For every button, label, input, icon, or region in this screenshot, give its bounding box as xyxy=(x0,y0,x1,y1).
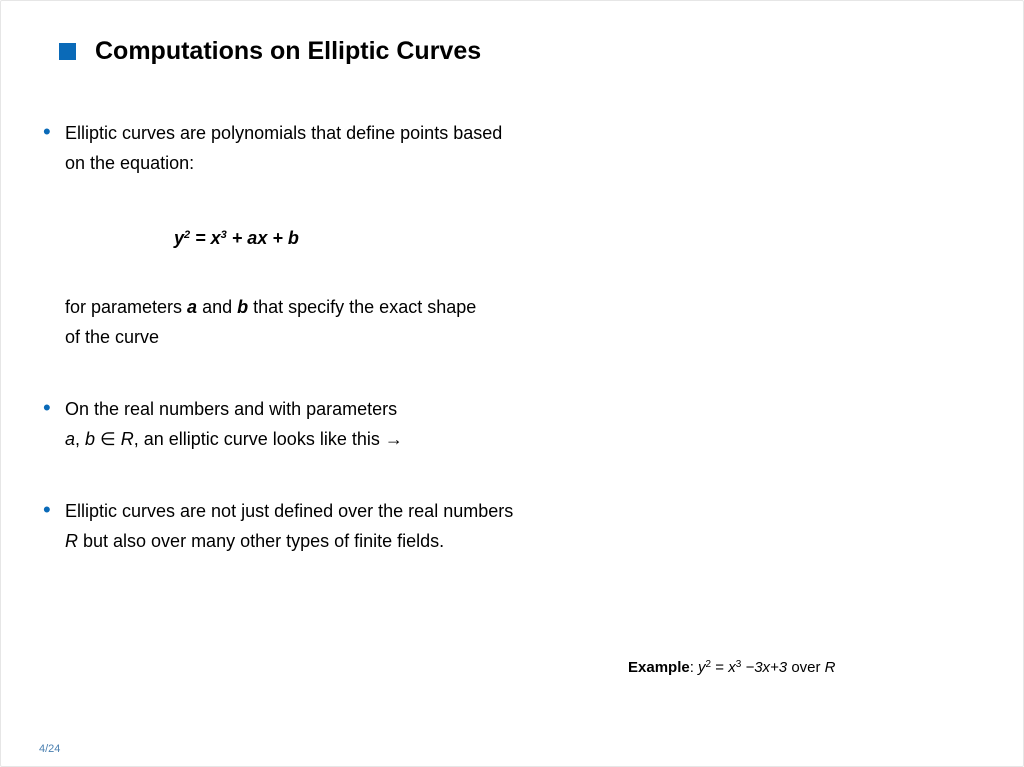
params-line-1: for parameters a and b that specify the exact shape xyxy=(65,297,477,317)
equation: $y^2 = x^3$ + ax + b xyxy=(174,228,299,248)
bullet-icon: • xyxy=(43,119,51,144)
bullet-2-line-2: a, b ∈ R, an elliptic curve looks like this → xyxy=(65,429,403,449)
bullet-3-line-1: Elliptic curves are not just defined over the real numbers xyxy=(65,501,514,521)
title-square-icon xyxy=(59,43,76,60)
bullet-icon: • xyxy=(43,395,51,420)
title-row xyxy=(59,37,481,66)
bullet-3-line-2: R but also over many other types of finite fields. xyxy=(65,531,445,551)
page-number: 4/24 xyxy=(39,743,61,755)
example-caption: Example: $y^2 = x^3 -3x+3$ over R xyxy=(628,659,836,676)
params-line-2: of the curve xyxy=(65,327,160,347)
bullet-icon: • xyxy=(43,497,51,522)
bullet-1-line-2: on the equation: xyxy=(65,153,195,173)
bullet-2-line-1: On the real numbers and with parameters xyxy=(65,399,398,419)
bullet-1-line-1: Elliptic curves are polynomials that define points based xyxy=(65,123,503,143)
slide-title: Computations on Elliptic Curves xyxy=(95,37,482,65)
